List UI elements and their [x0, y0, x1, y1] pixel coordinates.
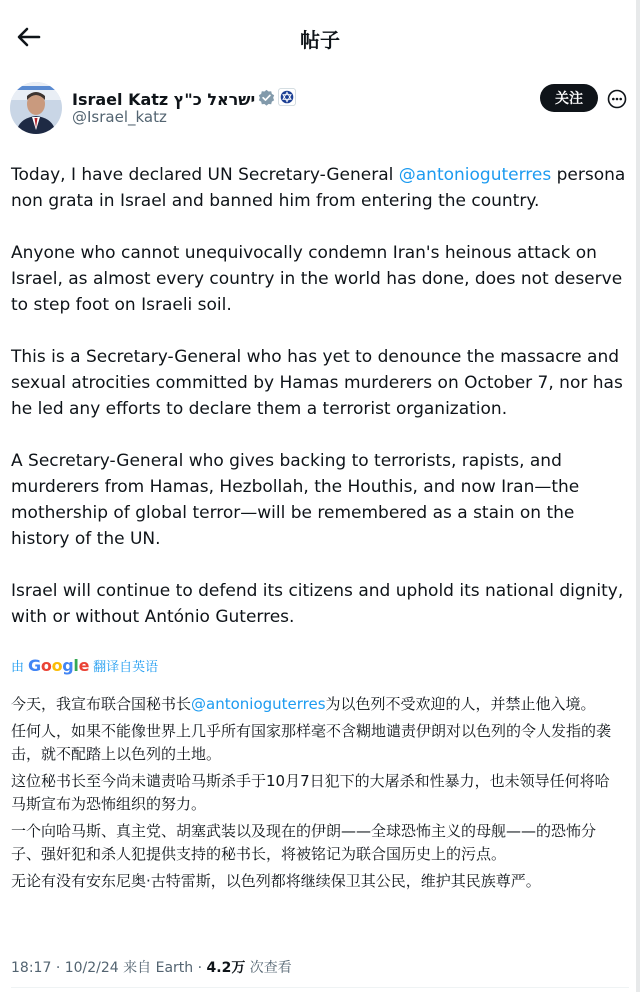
tweet-date[interactable]: 10/2/24	[64, 960, 119, 976]
avatar[interactable]	[10, 82, 62, 134]
translated-by-label: 由	[11, 660, 25, 675]
translated-text	[11, 693, 623, 897]
tweet-paragraph-5: Israel will continue to defend its citizens and uphold its national dignity, with or without António Guterres.	[11, 581, 624, 627]
translation-attribution[interactable]	[11, 656, 158, 675]
mention-link[interactable]: @antonioguterres	[191, 695, 326, 713]
translation-paragraph-1	[11, 693, 623, 716]
view-count-label: 次查看	[249, 960, 292, 976]
translation-paragraph-5: 无论有没有安东尼奥·古特雷斯，以色列都将继续保卫其公民，维护其民族尊严。	[11, 872, 541, 890]
tweet-text-span: persona non grata in Israel and banned him from entering the country.	[11, 165, 626, 211]
follow-button[interactable]: 关注	[540, 84, 598, 112]
verified-badge-icon	[258, 89, 275, 110]
meta-separator: ·	[197, 960, 207, 976]
more-icon[interactable]	[606, 88, 628, 110]
mention-link[interactable]: @antonioguterres	[398, 165, 552, 185]
translation-paragraph-2: 任何人，如果不能像世界上几乎所有国家那样毫不含糊地谴责伊朗对以色列的令人发指的袭击，就不配踏上以色列的土地。	[11, 722, 612, 763]
divider	[11, 987, 629, 988]
tweet-paragraph-1	[11, 162, 631, 214]
translation-text-span: 今天，我宣布联合国秘书长	[11, 695, 192, 713]
google-logo: Google	[28, 656, 90, 675]
translated-from-label: 翻译自英语	[93, 660, 159, 675]
author-header	[0, 76, 640, 146]
translation-text-span: 为以色列不受欢迎的人，并禁止他入境。	[325, 695, 596, 713]
tweet-paragraph-2: Anyone who cannot unequivocally condemn Iran's heinous attack on Israel, as almost every country in the world has done, does not deserve to step foot on Israeli soil.	[11, 243, 623, 315]
government-affiliate-icon[interactable]	[278, 88, 296, 110]
tweet-text	[11, 162, 631, 656]
page-title: 帖子	[300, 28, 340, 52]
tweet-text-span: Today, I have declared UN Secretary-General	[11, 165, 399, 185]
tweet-meta	[11, 957, 292, 977]
tweet-paragraph-4: A Secretary-General who gives backing to terrorists, rapists, and murderers from Hamas, Hezbollah, the Houthis, and now Iran—the mothership of global terror—will be remembered as a stain on the history of the UN.	[11, 451, 580, 549]
translation-paragraph-3: 这位秘书长至今尚未谴责哈马斯杀手于10月7日犯下的大屠杀和性暴力，也未领导任何将哈马斯宣布为恐怖组织的努力。	[11, 772, 610, 813]
tweet-paragraph-3: This is a Secretary-General who has yet to denounce the massacre and sexual atrocities committed by Hamas murderers on October 7, nor has he led any efforts to declare them a terrorist organization.	[11, 347, 623, 419]
meta-separator: ·	[55, 960, 65, 976]
scrollbar-track	[636, 0, 640, 992]
author-display-name[interactable]: Israel Katz ישראל כ"ץ	[72, 89, 256, 109]
tweet-source: 来自 Earth	[123, 960, 194, 976]
author-name-row	[72, 88, 296, 110]
translation-paragraph-4: 一个向哈马斯、真主党、胡塞武装以及现在的伊朗——全球恐怖主义的母舰——的恐怖分子、强奸犯和杀人犯提供支持的秘书长，将被铭记为联合国历史上的污点。	[11, 822, 597, 863]
author-handle[interactable]: @Israel_katz	[72, 108, 167, 126]
tweet-time[interactable]: 18:17	[11, 960, 52, 976]
view-count: 4.2万	[206, 960, 246, 976]
top-bar	[0, 0, 640, 76]
